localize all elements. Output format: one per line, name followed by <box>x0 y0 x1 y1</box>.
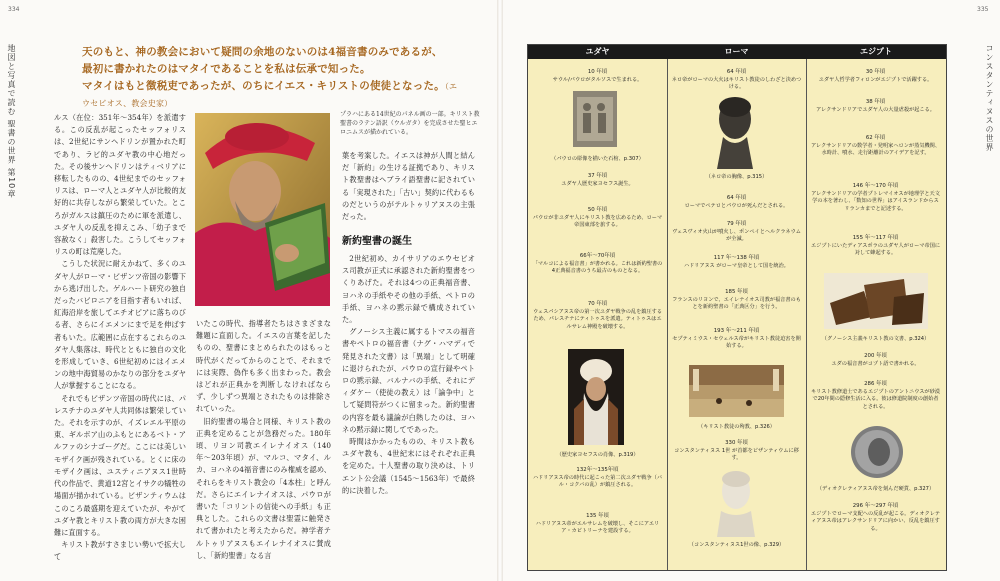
image-caption: （キリスト教徒の殉教、p.326） <box>698 424 775 430</box>
paragraph: 2世紀初め、カイサリアのエウセビオス司教が正式に承認された新約聖書をつくりあげた。それは4つの正典福音書、ヨハネの手紙やその他の手紙、ペトロの手紙、ヨハネの黙示録で構成されていた。 <box>342 254 475 325</box>
martyrdom-painting <box>689 365 784 417</box>
quote-citation: （エウセビオス、教会史家） <box>82 82 458 108</box>
timeline-entry: 330 年頃 コンスタンティヌス 1世 が首都をビザンティウムに移す。 <box>674 440 799 461</box>
image-caption: （コンスタンティヌス1世の像、p.329） <box>688 542 785 548</box>
timeline-entry: 185 年頃 フランスのリヨンで、エイレナイオス司教が福音書のもとを新約聖書の「正典区分」を行う。 <box>672 289 801 310</box>
book-gutter <box>497 0 503 581</box>
column-header: ローマ <box>667 45 806 59</box>
timeline-entry: 64 年頃 ネロ帝がローマの大火はキリスト教徒のしわざと決めつける。 <box>671 69 802 90</box>
painting-caption: プラハにある14世紀のパネル画の一部。キリスト教聖書のラテン語訳（ウルガタ）を完成させた聖ヒエロニムスが描かれている。 <box>340 111 480 136</box>
gnostic-codex-image <box>824 273 928 329</box>
timeline-entry: 155 年〜117 年頃 エジプトにいたディアスポラのユダヤ人がローマ帝国に対して蜂起する。 <box>810 235 941 256</box>
paragraph: こうした状況に耐えかねて、多くのユダヤ人がローマ・ビザンツ帝国の影響下から逃げ出した。ゲルハート研究の独自だったバビロニアを目指す者もいれば、紅海沿岸を旅してエチオピアに落ちのびる者、さらにイエメンにまで足を伸ばす者もいた。広範囲に点在するこれらのユダヤ人集落は、時代とともに独自の文化を形成していき、6世紀初めにはイエメンの地中海貿易のかなりの部分をユダヤ人が掌握することになる。 <box>54 259 186 391</box>
column-header: エジプト <box>806 45 946 59</box>
paragraph: ルス（在位：351年〜354年）を派遣する。この反乱が起こったセッフォリスは、2世紀にサンヘドリンが置かれた町であり、ラビ的ユダヤ教の中心地だった。その後サンヘドリンはティベリアに移転したものの、4世紀までのセッフォリスは、ローマ人とユダヤ人が比較的友好的に共存しながら繁栄していた。ところがガルスは鎮圧のために軍を派遣し、ユダヤ人の反乱を抑えこみ、「幼子まで容赦なく」殺害した。こうしてセッフォリスの町は荒廃した。 <box>54 113 186 257</box>
timeline-column-rome <box>667 45 807 570</box>
body-column-1 <box>54 112 186 567</box>
timeline-entry: 193 年〜211 年頃 セプティミウス・セウェルス帝がキリスト教徒迫害を開始する。 <box>672 328 801 349</box>
timeline-entry: 30 年頃 ユダヤ人哲学者フィロンがエジプトで活躍する。 <box>818 69 933 83</box>
epigraph-quote <box>82 44 462 112</box>
timeline-column-egypt <box>806 45 946 570</box>
page-number-left: 334 <box>8 6 20 13</box>
timeline-entry: 146 年〜170 年頃 アレクサンドリアの学者プトレマイオスが地理学と天文学の本を著わし、「数知の世界」はアイスランドからスリランカまでと記述する。 <box>811 183 940 212</box>
paragraph: 旧約聖書の場合と同様、キリスト教の正典を定めることが急務だった。180年頃、リヨン司教エイレナイオス（140年〜203年頃）が、マルコ、マタイ、ルカ、ヨハネの4福音書にのみ権威を認め、それらをキリスト教会の「4本柱」と呼んだ。さらにエイレナイオスは、パウロが書いた「コリントの信徒への手紙」も正典とした。これらの文書は聖霊に触発されて書かれたと考えたからだ。神学者テルトゥリアヌスもエイレナイオスに賛成し、「新約聖書」なる言 <box>196 416 331 560</box>
timeline-entry: 79 年頃 ヴェスヴィオ火山が噴火し、ポンペイとヘルクラネウムが全滅。 <box>672 221 801 242</box>
image-caption: （歴史家ヨセフスの肖像、p.319） <box>556 452 639 458</box>
image-caption: （グノーシス主義キリスト教の文書、p.324） <box>821 336 930 342</box>
josephus-portrait <box>568 349 624 445</box>
body-column-3-top <box>342 150 475 222</box>
body-column-2 <box>196 318 331 568</box>
timeline-entry: 64 年頃 ローマでペテロとパウロが死んだとされる。 <box>684 195 789 209</box>
paragraph: 時間はかかったものの、キリスト教もユダヤ教も、4世紀末にはそれぞれ正典を定めた。十人聖書の取り決めは、トリエント公会議（1545〜1563年）で最終的に決着した。 <box>342 437 475 495</box>
paragraph: 葉を考案した。イエスは神が人間と結んだ「新約」の生ける証拠であり、キリスト教聖書はヘブライ語聖書に記されている「実現された」「古い」契約に代わるものだというのがテルトゥリアヌスの主張だった。 <box>342 151 475 222</box>
sarcophagus-image <box>573 91 617 147</box>
page-number-right: 335 <box>977 6 989 13</box>
left-side-label: 地図と写真で読む 聖書の世界 第10章 <box>7 44 16 199</box>
timeline-entry: 70 年頃 ウェスパシアヌス帝の第一次ユダヤ戦争の乱を鎮圧するため、パレスチナにティトゥスを派遣。ティトゥスはエルサレム神殿を破壊する。 <box>532 301 663 330</box>
paragraph: いたこの時代、指導者たちはさまざまな難題に直面した。イエスの言葉を記したものの、聖書にまとめられたのはもっと時代がくだってからのことで、それまでには実際、偽作も多く出まわった。教会はどれが正典かを判断しなければならず、少しずつ異端とされたものは排除されていった。 <box>196 319 331 414</box>
paragraph: キリスト教がすさまじい勢いで拡大して <box>54 540 186 562</box>
quote-line-1: 天のもと、神の教会において疑問の余地のないのは4福音書のみであるが、 <box>82 46 443 58</box>
image-caption: （パウロの彫像を描いた石棺、p.307） <box>551 156 644 162</box>
right-side-label: コンスタンティヌスの世界 <box>985 44 994 152</box>
timeline-entry: 286 年頃 キリスト教修道士であるエジプトのアントニウスが砂漠で20年間の隠修生活に入る。彼は修道院制度の創始者とされる。 <box>810 381 940 410</box>
timeline-entry: 62 年頃 アレクサンドリアの数学者・発明家ヘロンが蒸気機関、水時計、噴水、走行距離計のアイデアを記す。 <box>810 135 941 156</box>
diocletian-coin-image <box>850 425 904 479</box>
constantine-statue-image <box>715 467 757 537</box>
timeline-entry: 117 年〜138 年頃 ハドリアヌス がローマ皇帝として国を統治。 <box>684 255 789 269</box>
painting-saint-jerome <box>195 113 330 306</box>
quote-line-3: マタイはもと徴税吏であったが、のちにイエス・キリストの使徒となった。（エウセビオス、教会史家） <box>82 80 458 108</box>
timeline-entry: 10 年頃 サウル/パウロがタルソスで生まれる。 <box>552 69 643 83</box>
timeline-entry: 50 年頃 パウロが非ユダヤ人にキリスト教を広めるため、ローマ帝国東部を旅する。 <box>532 207 663 228</box>
timeline-entry: 132年〜135年頃 ハドリアヌス帝の時代に起こった第二次ユダヤ戦争（バル・コクバの乱）が鎮圧される。 <box>532 467 663 488</box>
quote-line-2: 最初に書かれたのはマタイであることを私は伝承で知った。 <box>82 63 371 75</box>
timeline-column-judea <box>528 45 668 570</box>
timeline-entry: 38 年頃 アレクサンドリアでユダヤ人の大量虐殺が起こる。 <box>816 99 935 113</box>
paragraph: グノーシス主義に属するトマスの福音書やペトロの福音書（ナグ・ハマディで発見された文書）は「異端」として明確に退けられたが、パウロの宣行録やペトロの黙示録、バルナバの手紙、それにディダケー（使徒の教え）は「論争中」として疑問符がつくに留まった。新約聖書の内容を最も議論が白熱したのは、ヨハネの黙示録に関してであった。 <box>342 327 475 434</box>
image-caption: （ディオクレティアヌス帝を刻んだ硬貨、p.327） <box>816 486 935 492</box>
timeline-entry: 135 年頃 ハドリアヌス帝がエルサレムを破壊し、そこにアエリア・カピトリーナを建設する。 <box>535 513 660 534</box>
timeline-entry: 66年〜70年頃 「マルコによる福音書」が書かれる。これは新約聖書の4正典福音書のうち最古のものとなる。 <box>532 253 663 274</box>
timeline-table <box>527 44 947 571</box>
nero-bust-image <box>713 93 757 169</box>
paragraph: それでもビザンツ帝国の時代には、パレスチナのユダヤ人共同体は繁栄していた。それを示すのが、イズレエル平原の東、ギルボア山のふもとにあるベト・アルファのシナゴーグだ。ここには美しいモザイク画が残されている。とくに床のモザイク画は、ユスティニアヌス1世時代の作品で、黄道12宮とイサクの犠牲の場面が描かれている。ビザンティウムはこのころ最盛期を迎えていたが、やがてユダヤ教とキリスト教の両方が大きな困難に直面する。 <box>54 393 186 537</box>
timeline-entry: 296 年〜297 年頃 エジプトでローマ支配への反乱が起こる。ディオクレティアヌス帝はアレクサンドリアに向かい、反乱を鎮圧する。 <box>810 503 941 532</box>
section-heading: 新約聖書の誕生 <box>342 236 412 247</box>
image-caption: （ネロ帝の胸像、p.315） <box>705 174 768 180</box>
body-column-3 <box>342 253 475 567</box>
timeline-entry: 200 年頃 ユダの福音書がコプト語で書かれる。 <box>831 353 920 367</box>
timeline-entry: 37 年頃 ユダヤ人歴史家ヨセフス誕生。 <box>561 173 634 187</box>
column-header: ユダヤ <box>528 45 667 59</box>
